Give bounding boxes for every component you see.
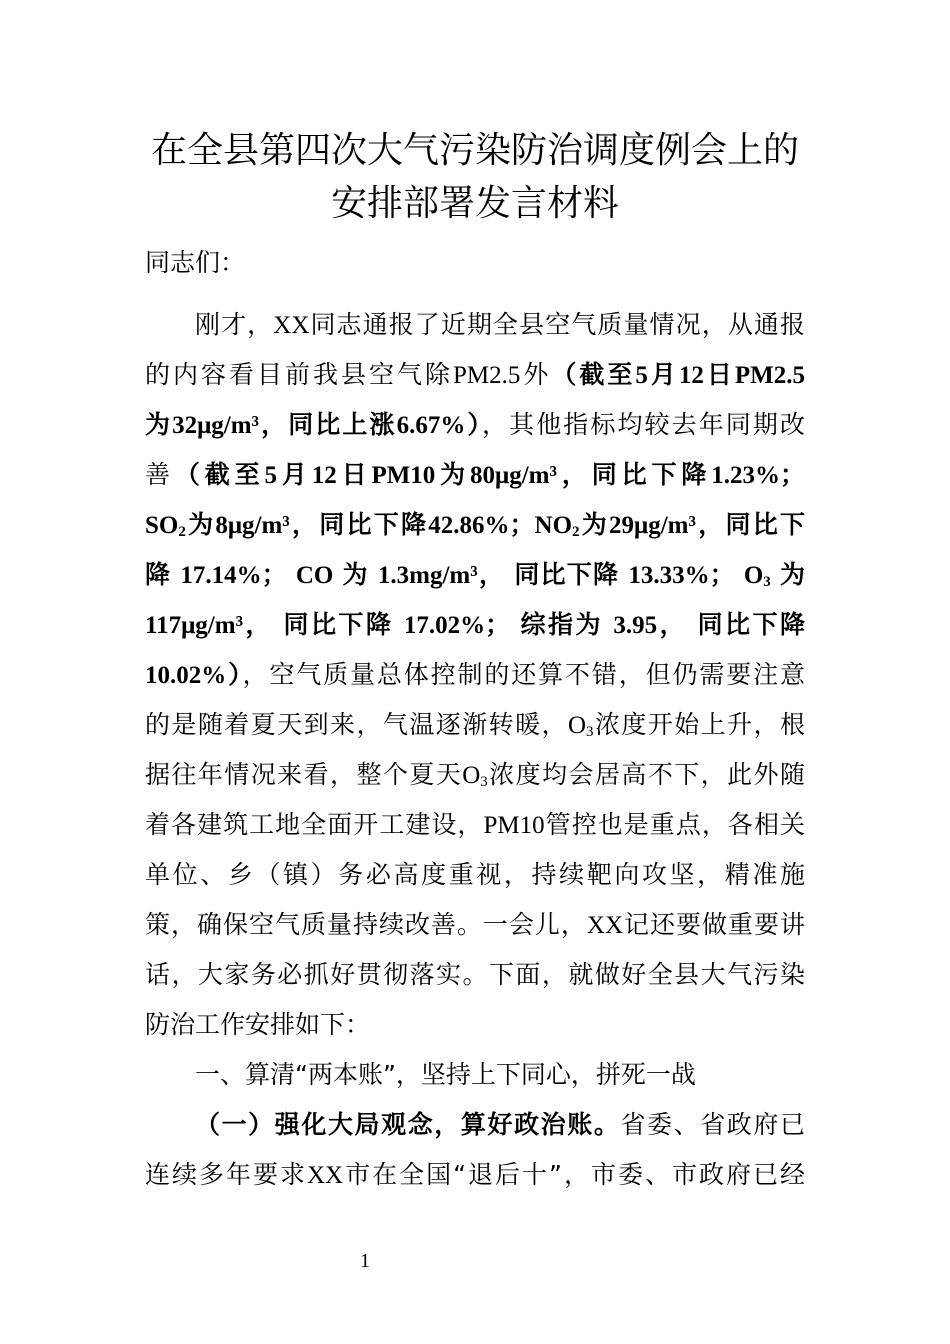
body-line	[145, 1100, 805, 1150]
text-run: 同比下降	[697, 610, 805, 639]
text-run: 管控也是重点，各相关	[544, 810, 805, 839]
page-number: 1	[360, 1250, 370, 1272]
text-run: 话，大家务必抓好贯彻落实。下面，就做好全县大气污染	[145, 960, 805, 989]
text-run: 善	[145, 460, 175, 489]
text-run: 月	[276, 460, 312, 489]
body-line	[145, 650, 805, 700]
body-line	[145, 350, 805, 400]
text-run: 单位、乡（镇）务必高度重视，持续靶向攻坚，精准施	[145, 860, 805, 889]
text-run: 据往年情况来看，整个夏天	[145, 760, 463, 789]
body-line	[145, 450, 805, 500]
body-line	[145, 500, 805, 550]
body-line	[145, 550, 805, 600]
subscript: 2	[572, 524, 580, 540]
body-line	[145, 1150, 805, 1200]
text-run: 防治工作安排如下：	[145, 1010, 371, 1039]
text-run: NO	[534, 512, 573, 539]
document-title-line-1: 在全县第四次大气污染防治调度例会上的	[150, 130, 799, 171]
body-line	[145, 300, 805, 350]
text-run: 为	[342, 560, 369, 589]
text-run: PM10	[371, 462, 436, 489]
text-run: 日	[703, 360, 735, 389]
text-run: 为	[185, 510, 216, 539]
text-run: 32μg/m³	[172, 412, 260, 439]
text-run: 同比下降	[283, 610, 394, 639]
text-run: 浓度开始上升，根	[593, 710, 805, 739]
text-run: （截至	[551, 360, 636, 389]
salutation: 同志们：	[145, 248, 246, 277]
text-run: 5	[264, 462, 277, 489]
text-run: 5	[635, 362, 648, 389]
text-run: 同比下降	[514, 560, 620, 589]
text-run: 12	[678, 362, 704, 389]
text-run: 省委、省政府已	[620, 1110, 805, 1139]
text-run: 117μg/m³	[145, 612, 244, 639]
body-line	[145, 800, 805, 850]
text-run: ，同比下	[696, 510, 805, 539]
subscript: 3	[480, 774, 488, 790]
text-run: CO	[295, 562, 334, 589]
text-run: 13.33%；	[628, 562, 735, 589]
body-line	[145, 950, 805, 1000]
text-run: 1.3mg/m³	[377, 562, 478, 589]
text-run: ，同比上涨	[259, 410, 397, 439]
text-run: 日	[336, 460, 372, 489]
text-run: 17.02%；	[403, 612, 511, 639]
body-line	[145, 850, 805, 900]
text-run: 策，确保空气质量持续改善。一会儿，	[145, 910, 587, 939]
text-run: 的是随着夏天到来，气温逐渐转暖，	[145, 710, 568, 739]
text-run: 80μg/m³	[470, 462, 557, 489]
subscript: 2	[178, 524, 186, 540]
text-run: （截至	[174, 460, 265, 489]
text-run: 为	[435, 460, 471, 489]
text-run: O	[462, 762, 481, 789]
text-run: 10.02%）	[145, 662, 243, 689]
text-run: ，空气质量总体控制的还算不错，但仍需要注意	[242, 660, 805, 689]
text-run: 6.67%）	[396, 412, 483, 439]
text-run: 一、算清“两本账”，坚持上下同心，拼死一战	[195, 1060, 696, 1089]
body-line	[145, 1000, 805, 1050]
text-run: ，同比下降	[289, 510, 429, 539]
text-run: 17.14%；	[180, 562, 287, 589]
text-run: 42.86%；	[428, 512, 535, 539]
text-run: PM2.5	[452, 362, 521, 389]
text-run: 记还要做重要讲	[623, 910, 805, 939]
text-run: 同志通报了近期全县空气质量情况，从通报	[309, 310, 805, 339]
text-run: ，	[477, 560, 506, 589]
text-run: ，	[657, 610, 688, 639]
text-run: 为	[579, 510, 610, 539]
text-run: 市在全国“退后十”，市委、市政府已经	[343, 1160, 805, 1189]
text-run: ，同比下降	[557, 460, 712, 489]
text-run: 浓度均会居高不下，此外随	[487, 760, 805, 789]
text-run: XX	[307, 1162, 344, 1189]
text-run: 29μg/m³	[609, 512, 696, 539]
body-line	[145, 600, 805, 650]
body-line	[145, 900, 805, 950]
subscript: 3	[763, 574, 771, 590]
text-run: 综指为	[520, 610, 603, 639]
document-title-line-2: 安排部署发言材料	[330, 183, 619, 224]
text-run: 着各建筑工地全面开工建设，	[145, 810, 484, 839]
text-run: 连续多年要求	[145, 1160, 307, 1189]
text-run: 的内容看目前我县空气除	[145, 360, 453, 389]
text-run: 降	[145, 560, 172, 589]
subscript: 3	[586, 724, 594, 740]
text-run: 为	[145, 410, 173, 439]
subsection-heading: （一）强化大局观念，算好政治账。	[195, 1110, 621, 1139]
text-run: O	[567, 712, 587, 739]
text-run: O	[743, 562, 764, 589]
text-run: 外	[520, 360, 552, 389]
text-run: 8μg/m³	[215, 512, 290, 539]
text-run: SO	[145, 512, 179, 539]
text-run: 为	[779, 560, 805, 589]
text-run: 1.23%；	[711, 462, 805, 489]
text-run: 月	[647, 360, 679, 389]
text-run: PM2.5	[734, 362, 805, 389]
body-line	[145, 750, 805, 800]
body-line	[145, 700, 805, 750]
text-run: PM10	[483, 812, 545, 839]
text-run: 12	[311, 462, 337, 489]
text-run: 3.95	[613, 612, 658, 639]
body-line	[145, 400, 805, 450]
text-run: ，	[243, 610, 274, 639]
section-heading	[145, 1050, 805, 1100]
text-run: ，其他指标均较去年同期改	[482, 410, 805, 439]
text-run: XX	[273, 312, 310, 339]
text-run: 刚才，	[195, 310, 274, 339]
text-run: XX	[586, 912, 624, 939]
